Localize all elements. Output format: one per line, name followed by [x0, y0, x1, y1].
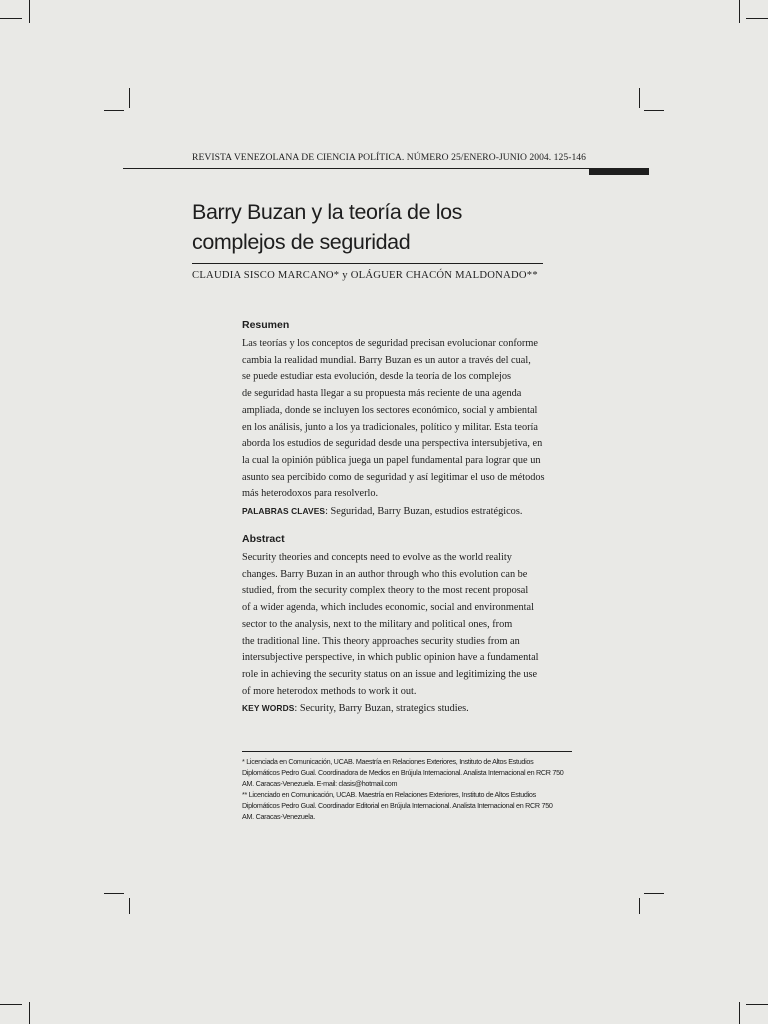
crop-mark [739, 1002, 740, 1024]
text-line: of a wider agenda, which includes economic, social and environmental [242, 602, 534, 614]
footnote-line: Diplomáticos Pedro Gual. Coordinadora de Medios en Brújula Internacional. Analista Internacional en RCR 750 [242, 768, 564, 778]
footnote-rule [242, 751, 572, 752]
text-line: en los análisis, junto a los ya tradicionales, político y militar. Esta teoría [242, 421, 538, 433]
resumen-section [242, 318, 582, 521]
crop-mark [746, 18, 768, 19]
footnotes [242, 756, 582, 823]
text-line: más heterodoxos para resolverlo. [242, 488, 379, 500]
crop-mark [0, 18, 22, 19]
text-line: sector to the analysis, next to the military and political ones, from [242, 618, 513, 630]
keywords-text: : Seguridad, Barry Buzan, estudios estratégicos. [325, 506, 523, 518]
journal-header: REVISTA VENEZOLANA DE CIENCIA POLÍTICA. NÚMERO 25/ENERO-JUNIO 2004. 125-146 [192, 152, 586, 163]
crop-mark [129, 88, 130, 108]
crop-mark [644, 893, 664, 894]
footnote-line: AM. Caracas-Venezuela. E-mail: clasis@hotmail.com [242, 779, 398, 789]
resumen-body [242, 336, 582, 521]
crop-mark [639, 898, 640, 914]
crop-mark [104, 110, 124, 111]
title-line: complejos de seguridad [192, 230, 411, 254]
title-line: Barry Buzan y la teoría de los [192, 200, 463, 224]
crop-mark [0, 1004, 22, 1005]
text-line: de seguridad hasta llegar a su propuesta más reciente de una agenda [242, 388, 522, 400]
header-rule [123, 168, 649, 169]
crop-mark [639, 88, 640, 108]
keywords-label: KEY WORDS [242, 703, 295, 714]
authors: CLAUDIA SISCO MARCANO* y OLÁGUER CHACÓN MALDONADO** [192, 270, 538, 281]
text-line: of more heterodox methods to work it out. [242, 685, 417, 697]
text-line: cambia la realidad mundial. Barry Buzan es un autor a través del cual, [242, 354, 531, 366]
text-line: aborda los estudios de seguridad desde una perspectiva intersubjetiva, en [242, 438, 543, 450]
text-line: se puede estudiar esta evolución, desde la teoría de los complejos [242, 371, 512, 383]
keywords-line [242, 700, 582, 718]
text-line: la cual la opinión pública juega un papel fundamental para lograr que un [242, 454, 541, 466]
crop-mark [129, 898, 130, 914]
article-title [192, 197, 552, 257]
header-bar [589, 168, 649, 175]
text-line: Las teorías y los conceptos de seguridad precisan evolucionar conforme [242, 338, 538, 349]
text-line: role in achieving the security status on an issue and legitimizing the use [242, 668, 538, 680]
abstract-section [242, 532, 582, 718]
abstract-heading: Abstract [242, 533, 285, 545]
text-line: studied, from the security complex theory to the most recent proposal [242, 585, 529, 597]
text-line: the traditional line. This theory approaches security studies from an [242, 635, 520, 647]
keywords-text: : Security, Barry Buzan, strategics studies. [294, 703, 469, 715]
crop-mark [29, 0, 30, 23]
footnote-line: * Licenciada en Comunicación, UCAB. Maestría en Relaciones Exteriores, Instituto de Altos Estudios [242, 757, 534, 766]
crop-mark [746, 1004, 768, 1005]
keywords-line [242, 503, 582, 521]
footnote-line: Diplomáticos Pedro Gual. Coordinador Editorial en Brújula Internacional. Analista Internacional en RCR 750 [242, 801, 553, 811]
resumen-heading: Resumen [242, 319, 290, 331]
text-line: intersubjective perspective, in which public opinion have a fundamental [242, 652, 539, 664]
footnote-line: ** Licenciado en Comunicación, UCAB. Maestría en Relaciones Exteriores, Instituto de Altos Estudios [242, 790, 536, 800]
abstract-body [242, 550, 582, 718]
title-rule [192, 263, 543, 264]
crop-mark [104, 893, 124, 894]
crop-mark [739, 0, 740, 23]
text-line: ampliada, donde se incluyen los sectores económico, social y ambiental [242, 404, 538, 416]
text-line: changes. Barry Buzan in an author through who this evolution can be [242, 568, 528, 580]
text-line: asunto sea percibido como de seguridad y así legitimar el uso de métodos [242, 471, 545, 483]
footnote-line: AM. Caracas-Venezuela. [242, 812, 315, 822]
crop-mark [29, 1002, 30, 1024]
keywords-label: PALABRAS CLAVES [242, 506, 326, 517]
text-line: Security theories and concepts need to evolve as the world reality [242, 552, 512, 563]
crop-mark [644, 110, 664, 111]
